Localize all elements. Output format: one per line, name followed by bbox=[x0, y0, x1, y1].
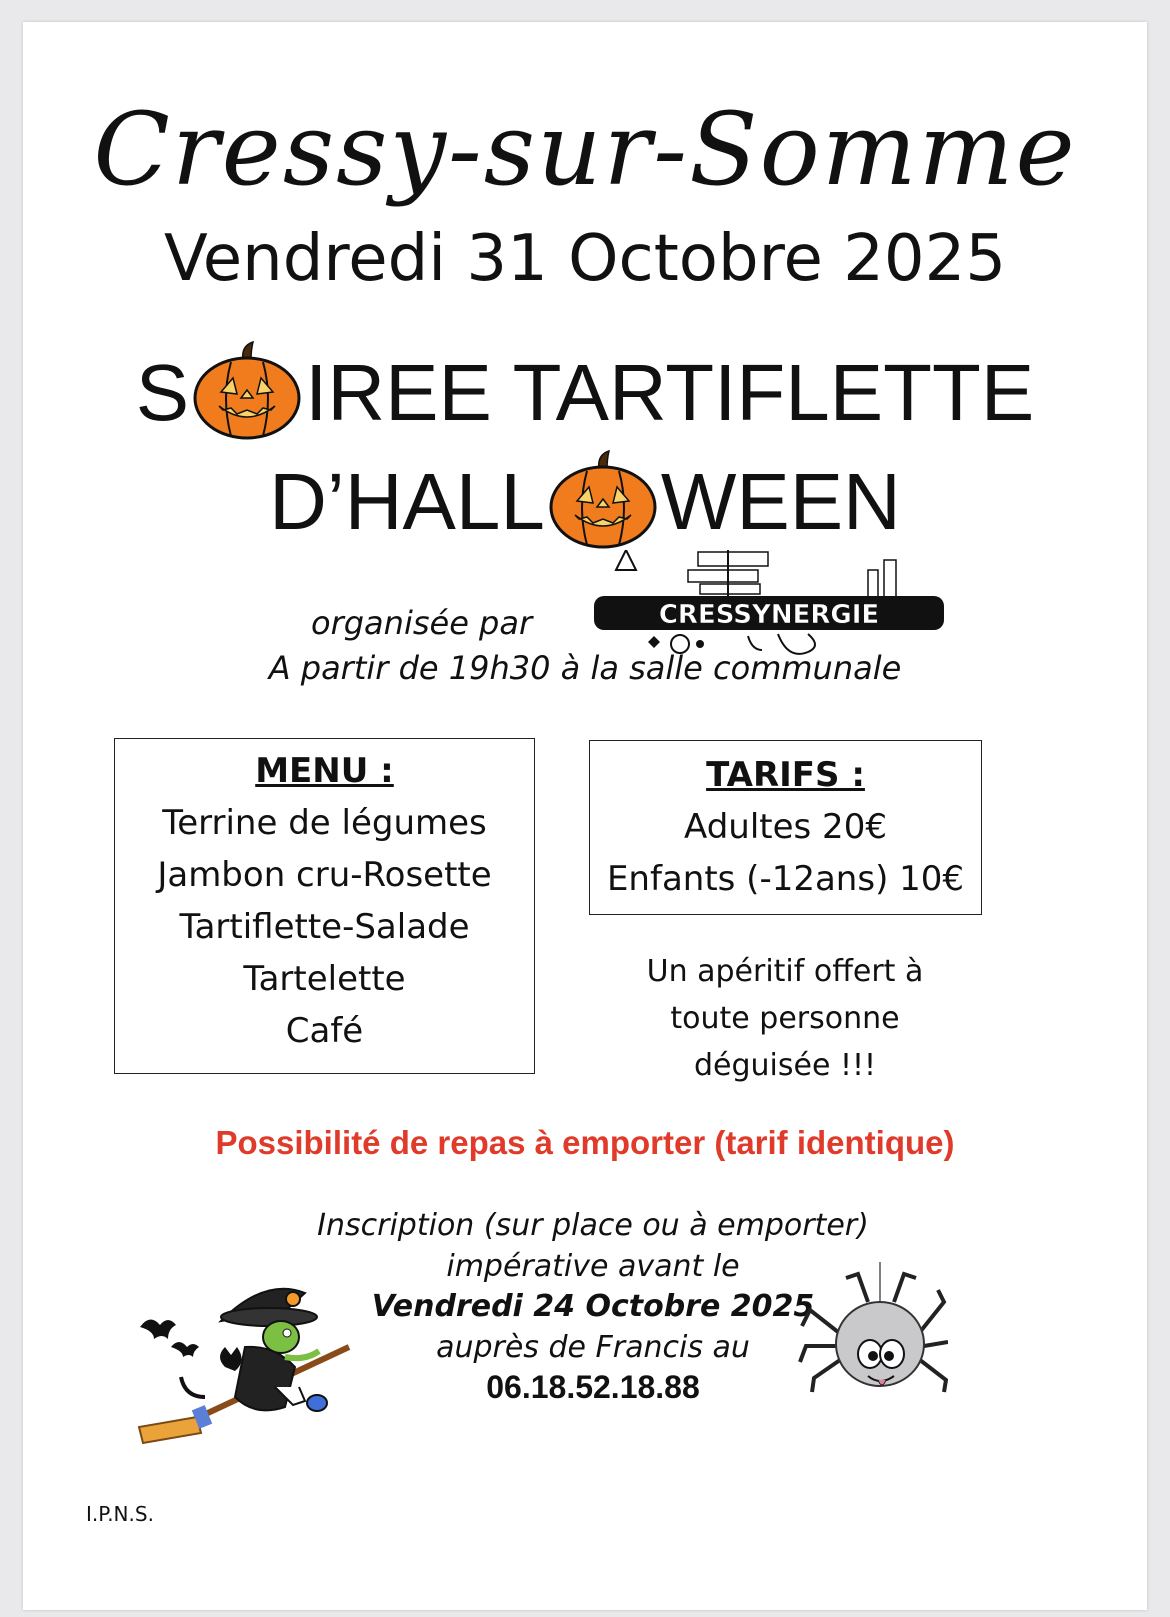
flyer-page bbox=[23, 22, 1147, 1610]
tarifs-heading: TARIFS : bbox=[706, 755, 865, 795]
title-line-1-start: S bbox=[135, 348, 190, 437]
menu-item: Jambon cru-Rosette bbox=[157, 855, 492, 895]
inscription-line-1: Inscription (sur place ou à emporter) bbox=[317, 1208, 869, 1243]
title-line-2 bbox=[23, 449, 1147, 562]
inscription-deadline: Vendredi 24 Octobre 2025 bbox=[371, 1289, 815, 1324]
tarif-item: Adultes 20€ bbox=[684, 807, 887, 847]
menu-item: Terrine de légumes bbox=[162, 803, 487, 843]
logo-text: CRESSYNERGIE bbox=[658, 600, 880, 630]
menu-item: Tartiflette-Salade bbox=[179, 907, 470, 947]
title-line-1 bbox=[23, 340, 1147, 453]
menu-item: Tartelette bbox=[243, 959, 406, 999]
inscription-line-2: impérative avant le bbox=[446, 1249, 740, 1284]
title-line-2-end: WEEN bbox=[660, 457, 901, 546]
menu-box bbox=[114, 738, 535, 1074]
organizer-intro: organisée par bbox=[311, 604, 533, 642]
contact-phone: 06.18.52.18.88 bbox=[486, 1369, 700, 1405]
pumpkin-icon bbox=[547, 449, 659, 562]
inscription-line-4: auprès de Francis au bbox=[436, 1330, 750, 1365]
time-place: A partir de 19h30 à la salle communale bbox=[268, 649, 902, 687]
takeaway-notice: Possibilité de repas à emporter (tarif identique) bbox=[215, 1124, 955, 1161]
aperitif-note bbox=[585, 948, 985, 1089]
witch-on-broom-icon bbox=[135, 1257, 365, 1461]
ipns-mention: I.P.N.S. bbox=[86, 1502, 154, 1526]
spider-icon bbox=[798, 1262, 948, 1406]
aperitif-line: toute personne bbox=[670, 1001, 900, 1036]
town-name: Cressy-sur-Somme bbox=[93, 91, 1077, 208]
title-line-1-end: IREE TARTIFLETTE bbox=[305, 348, 1035, 437]
tarifs-box bbox=[589, 740, 982, 915]
title-line-2-start: D’HALL bbox=[269, 457, 545, 546]
pumpkin-icon bbox=[191, 340, 303, 453]
aperitif-line: Un apéritif offert à bbox=[646, 954, 924, 989]
tarif-item: Enfants (-12ans) 10€ bbox=[606, 859, 965, 899]
menu-heading: MENU : bbox=[255, 751, 394, 791]
aperitif-line: déguisée !!! bbox=[693, 1048, 877, 1083]
event-date: Vendredi 31 Octobre 2025 bbox=[163, 222, 1007, 296]
menu-item: Café bbox=[285, 1011, 364, 1051]
